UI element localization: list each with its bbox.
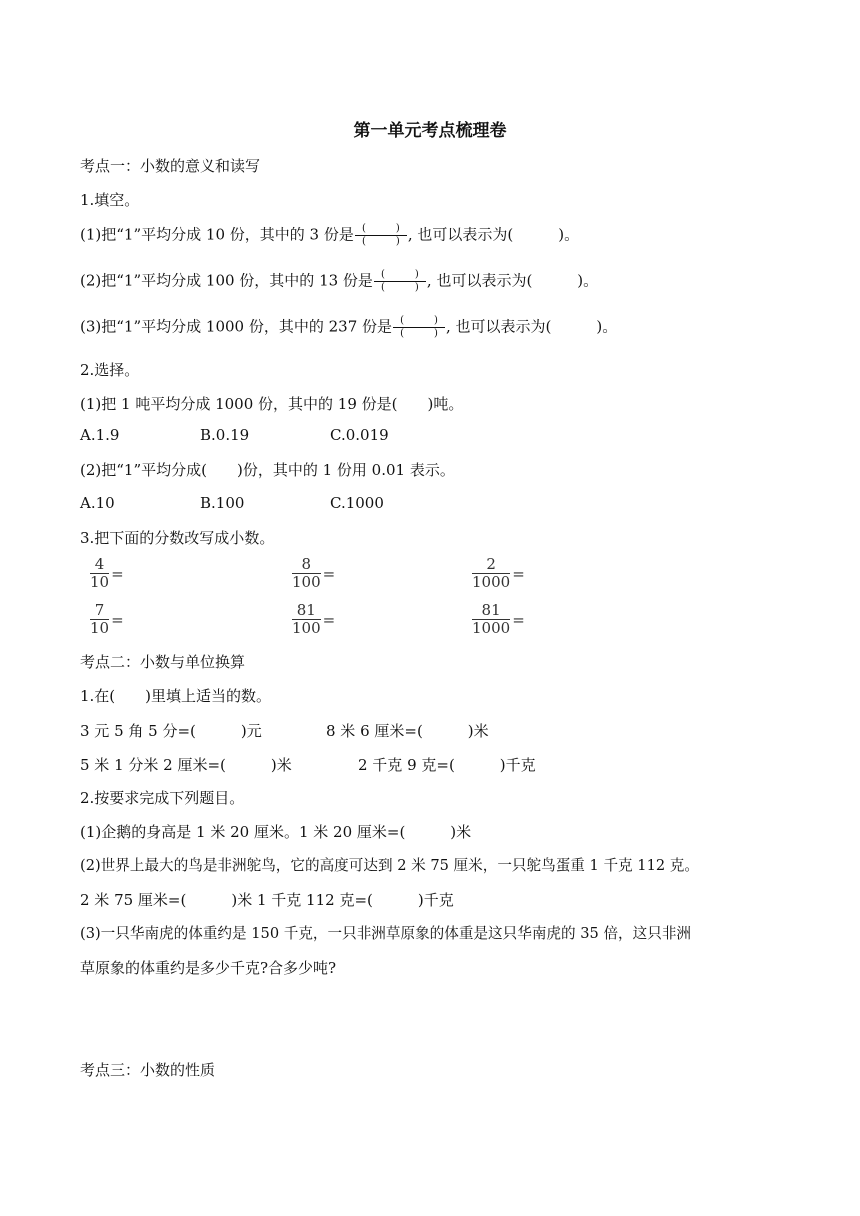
s1-q1-item3 xyxy=(80,316,617,339)
fraction xyxy=(292,556,321,591)
section2-heading: 考点二：小数与单位换算 xyxy=(80,653,246,671)
s1-q1-item2 xyxy=(80,270,598,293)
s1-q1-title: 1.填空。 xyxy=(80,191,140,209)
fraction-numerator-blank: ( ) xyxy=(355,224,407,236)
conversion-fraction xyxy=(472,602,525,637)
s2-q2-p3b: 草原象的体重约是多少千克?合多少吨? xyxy=(80,959,337,977)
s2-q1-title: 1.在( )里填上适当的数。 xyxy=(80,687,272,705)
option-b: B.100 xyxy=(200,494,245,512)
equals-sign: = xyxy=(111,610,124,629)
conversion-fraction xyxy=(472,556,525,591)
item-text: , 也可以表示为( )。 xyxy=(446,317,618,336)
conversion-item: 2 千克 9 克=( )千克 xyxy=(358,756,536,774)
s1-q2-sub2: (2)把“1”平均分成( )份，其中的 1 份用 0.01 表示。 xyxy=(80,461,455,479)
conversion-fraction xyxy=(90,602,124,637)
option-c: C.0.019 xyxy=(330,426,389,444)
fraction-numerator-blank: ( ) xyxy=(374,270,426,282)
s2-q2-p3a: (3)一只华南虎的体重约是 150 千克，一只非洲草原象的体重是这只华南虎的 35 倍，这只非洲 xyxy=(80,925,692,942)
fraction-numerator: 7 xyxy=(90,602,109,620)
conversion-item: 8 米 6 厘米=( )米 xyxy=(326,722,489,740)
fraction xyxy=(292,602,321,637)
item-text: (3)把“1”平均分成 1000 份，其中的 237 份是 xyxy=(80,317,393,336)
fraction-denominator-blank: ( ) xyxy=(381,282,419,293)
fraction-denominator: 1000 xyxy=(472,573,511,591)
fraction-numerator: 81 xyxy=(292,602,321,620)
equals-sign: = xyxy=(111,564,124,583)
equals-sign: = xyxy=(512,610,525,629)
fraction-denominator: 10 xyxy=(90,573,110,591)
s2-q2-p1: (1)企鹅的身高是 1 米 20 厘米。1 米 20 厘米=( )米 xyxy=(80,823,472,841)
s1-q3-title: 3.把下面的分数改写成小数。 xyxy=(80,529,275,547)
item-text: , 也可以表示为( )。 xyxy=(407,225,580,244)
fraction-blank xyxy=(374,270,426,293)
option-c: C.1000 xyxy=(330,494,384,512)
fraction-denominator-blank: ( ) xyxy=(400,328,438,339)
fraction-numerator: 2 xyxy=(472,556,510,574)
s1-q2-sub1: (1)把 1 吨平均分成 1000 份，其中的 19 份是( )吨。 xyxy=(80,395,464,413)
fraction-denominator-blank: ( ) xyxy=(361,236,400,247)
fraction-blank xyxy=(355,224,407,247)
s2-q2-title: 2.按要求完成下列题目。 xyxy=(80,789,245,807)
conversion-fraction xyxy=(292,556,335,591)
fraction xyxy=(472,602,510,637)
section1-heading: 考点一：小数的意义和读写 xyxy=(80,157,261,175)
s1-q2-title: 2.选择。 xyxy=(80,361,140,379)
fraction-denominator: 10 xyxy=(90,619,110,637)
item-text: (2)把“1”平均分成 100 份，其中的 13 份是 xyxy=(80,271,373,290)
option-b: B.0.19 xyxy=(200,426,250,444)
s1-q1-item1 xyxy=(80,224,579,247)
fraction xyxy=(472,556,510,591)
page-title: 第一单元考点梳理卷 xyxy=(353,121,507,141)
item-text: , 也可以表示为( )。 xyxy=(426,271,599,290)
section3-heading: 考点三：小数的性质 xyxy=(80,1061,216,1079)
equals-sign: = xyxy=(512,564,525,583)
fraction-blank xyxy=(393,316,445,339)
option-a: A.1.9 xyxy=(80,426,120,444)
fraction-numerator: 81 xyxy=(472,602,510,620)
s2-q2-p2: (2)世界上最大的鸟是非洲鸵鸟，它的高度可达到 2 米 75 厘米，一只鸵鸟蛋重 1 千克 112 克。 xyxy=(80,857,699,874)
fraction-numerator: 4 xyxy=(90,556,109,574)
conversion-item: 5 米 1 分米 2 厘米=( )米 xyxy=(80,756,292,774)
equals-sign: = xyxy=(322,564,336,583)
conversion-fraction xyxy=(292,602,335,637)
fraction-numerator-blank: ( ) xyxy=(393,316,445,328)
item-text: (1)把“1”平均分成 10 份，其中的 3 份是 xyxy=(80,225,354,244)
fraction-denominator: 100 xyxy=(292,573,321,591)
fraction xyxy=(90,602,109,637)
fraction-numerator: 8 xyxy=(292,556,321,574)
s2-q2-p2b: 2 米 75 厘米=( )米 1 千克 112 克=( )千克 xyxy=(80,891,454,909)
conversion-item: 3 元 5 角 5 分=( )元 xyxy=(80,722,262,740)
equals-sign: = xyxy=(322,610,336,629)
conversion-fraction xyxy=(90,556,124,591)
fraction-denominator: 100 xyxy=(292,619,321,637)
fraction xyxy=(90,556,109,591)
fraction-denominator: 1000 xyxy=(472,619,511,637)
option-a: A.10 xyxy=(80,494,115,512)
